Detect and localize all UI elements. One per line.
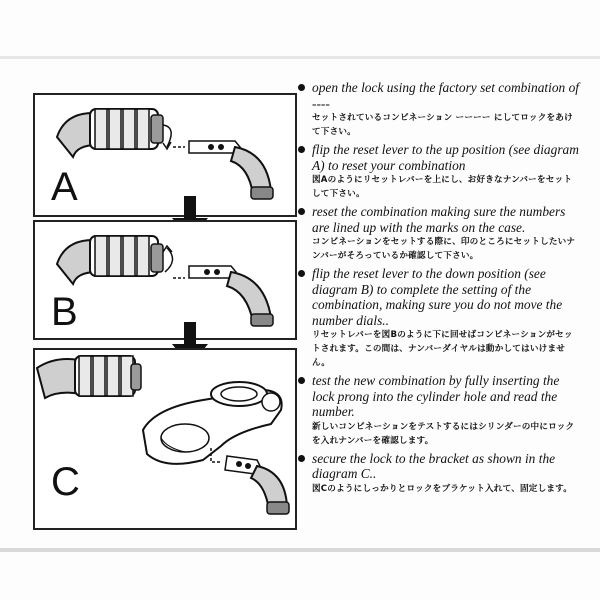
- instruction-list: [298, 80, 580, 499]
- instruction-step: [298, 142, 580, 201]
- page-top-edge: [0, 56, 600, 59]
- step-text-jp: セットされているコンビネーション ーーーー にしてロックをあけて下さい。: [312, 113, 573, 137]
- diagram-panel-a: [33, 93, 297, 217]
- instruction-step: [298, 451, 580, 496]
- diagram-panel-b: [33, 220, 297, 340]
- instruction-step: [298, 373, 580, 448]
- step-text-en: reset the combination making sure the numbers are lined up with the marks on the case.: [312, 204, 566, 235]
- instruction-step: [298, 204, 580, 263]
- page-bottom-edge: [0, 548, 600, 552]
- bullet-icon: [298, 146, 305, 153]
- step-text-en: test the new combination by fully inserting the lock prong into the cylinder hole and read the number.: [312, 373, 560, 419]
- step-text-en: flip the reset lever to the down position (see diagram B) to complete the setting of the combination, making sure you do not move the number dials..: [312, 266, 563, 328]
- step-text-jp: 図Cのようにしっかりとロックをブラケット入れて、固定します。: [312, 483, 573, 494]
- instruction-step: [298, 266, 580, 370]
- panel-letter-b: B: [51, 290, 78, 334]
- step-text-jp: リセットレバーを図Bのように下に回せばコンビネーションがセットされます。この間は、ナンバーダイヤルは動かしてはいけません。: [312, 330, 573, 368]
- step-text-en: secure the lock to the bracket as shown in the diagram C..: [312, 450, 556, 481]
- step-text-jp: コンビネーションをセットする際に、印のところにセットしたいナンバーがそろっているか確認して下さい。: [312, 237, 576, 261]
- step-text-en: flip the reset lever to the up position (see diagram A) to reset your combination: [312, 142, 579, 173]
- diagram-panel-c: [33, 348, 297, 530]
- bullet-icon: [298, 377, 305, 384]
- bullet-icon: [298, 84, 305, 91]
- bullet-icon: [298, 270, 305, 277]
- instruction-step: [298, 80, 580, 139]
- bullet-icon: [298, 208, 305, 215]
- step-text-jp: 図Aのようにリセットレバーを上にし、お好きなナンバーをセットして下さい。: [312, 175, 573, 199]
- bullet-icon: [298, 455, 305, 462]
- panel-letter-a: A: [51, 165, 78, 209]
- step-text-jp: 新しいコンビネーションをテストするにはシリンダーの中にロックを入れナンバーを確認します。: [312, 421, 575, 446]
- step-text-en: open the lock using the factory set combination of ----: [312, 80, 580, 111]
- panel-letter-c: C: [51, 460, 80, 504]
